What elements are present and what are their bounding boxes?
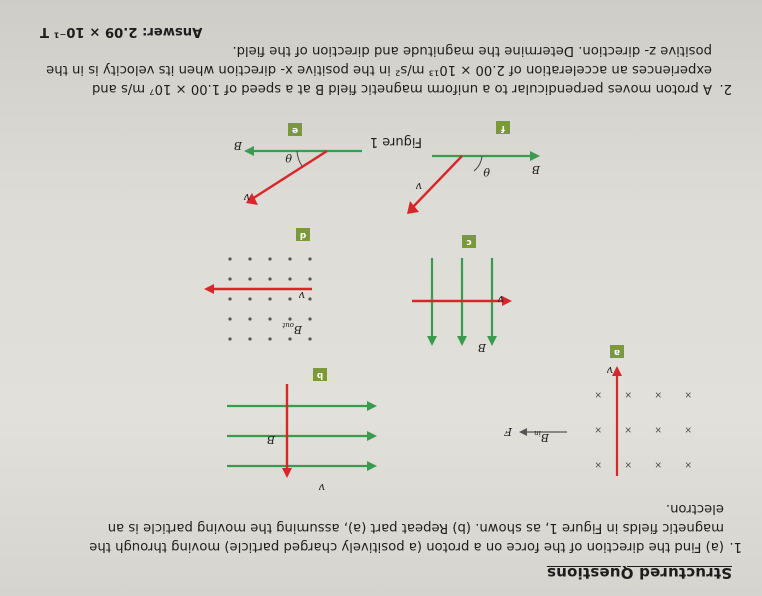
question-2-answer: Answer: 2.09 × 10⁻¹ T <box>40 24 203 39</box>
panel-b-badge: b <box>313 368 327 381</box>
panel-f-B-label: B <box>531 163 540 176</box>
panel-a-force-arrowhead <box>519 428 527 436</box>
panel-e-B-label: B <box>233 139 242 152</box>
svg-text:×: × <box>684 424 692 434</box>
svg-text:×: × <box>654 424 662 434</box>
panel-b-velocity-arrowhead <box>282 468 292 478</box>
panel-a-F-label: F <box>504 425 512 438</box>
panel-d-v-label: v <box>298 289 305 302</box>
question-1-text: (a) Find the direction of the force on a proton (a positively charged particle) moving through the magnetic fields in Figure 1, as shown. (b) Repeat part (a), assuming the moving particle is an electron. <box>89 501 724 554</box>
panel-f-theta-label: θ <box>483 165 490 178</box>
svg-text:×: × <box>624 389 632 399</box>
panel-b-B-label: B <box>266 433 275 446</box>
panel-a-badge: a <box>610 345 624 358</box>
panel-d-velocity-arrowhead <box>204 284 214 294</box>
panel-f-field-arrowhead <box>530 151 540 161</box>
panel-f-badge: f <box>496 121 510 134</box>
panel-e-field-arrowhead <box>244 146 254 156</box>
panel-c-B-label: B <box>477 341 486 354</box>
panel-b-diagram <box>207 374 407 484</box>
svg-text:×: × <box>594 389 602 399</box>
svg-text:×: × <box>654 389 662 399</box>
section-heading: Structured Questions <box>546 564 732 582</box>
panel-e-badge: e <box>288 123 302 136</box>
panel-f-v-label: v <box>415 180 422 193</box>
panel-a-B-label: $B_{in}$ <box>534 428 549 444</box>
svg-text:×: × <box>624 459 632 469</box>
figure-caption: Figure 1 <box>369 134 422 149</box>
question-2-number: 2. <box>719 81 732 96</box>
panel-e-diagram <box>222 131 382 221</box>
question-1-number: 1. <box>729 539 742 554</box>
panel-c-badge: c <box>462 235 476 248</box>
panel-a-diagram <box>502 359 702 484</box>
panel-b-v-label: v <box>318 481 325 494</box>
svg-text:×: × <box>594 424 602 434</box>
panel-a-x-marks <box>594 389 692 469</box>
panel-c-v-label: v <box>497 293 504 306</box>
panel-d-B-label: $B_{out}$ <box>282 320 302 336</box>
svg-text:×: × <box>594 459 602 469</box>
question-2-text: A proton moves perpendicular to a uniform magnetic field B at a speed of 1.00 × 10⁷ m/s and experiences an acceleration of 2.00 × 10¹³ m/s² in the positive x- direction when its velocity is in the positive z- direction. Determine the magnitude and direction of the field. <box>46 43 712 96</box>
panel-d-badge: d <box>296 228 310 241</box>
panel-e-v-label: v <box>243 191 250 204</box>
panel-a-velocity-arrowhead <box>612 366 622 376</box>
svg-text:×: × <box>684 389 692 399</box>
figure-1 <box>0 96 762 596</box>
panel-e-theta-label: θ <box>285 151 292 164</box>
svg-text:×: × <box>654 459 662 469</box>
panel-c-diagram <box>402 248 512 358</box>
question-2 <box>32 41 732 98</box>
panel-a-v-label: v <box>606 364 613 377</box>
svg-text:×: × <box>624 424 632 434</box>
svg-text:×: × <box>684 459 692 469</box>
